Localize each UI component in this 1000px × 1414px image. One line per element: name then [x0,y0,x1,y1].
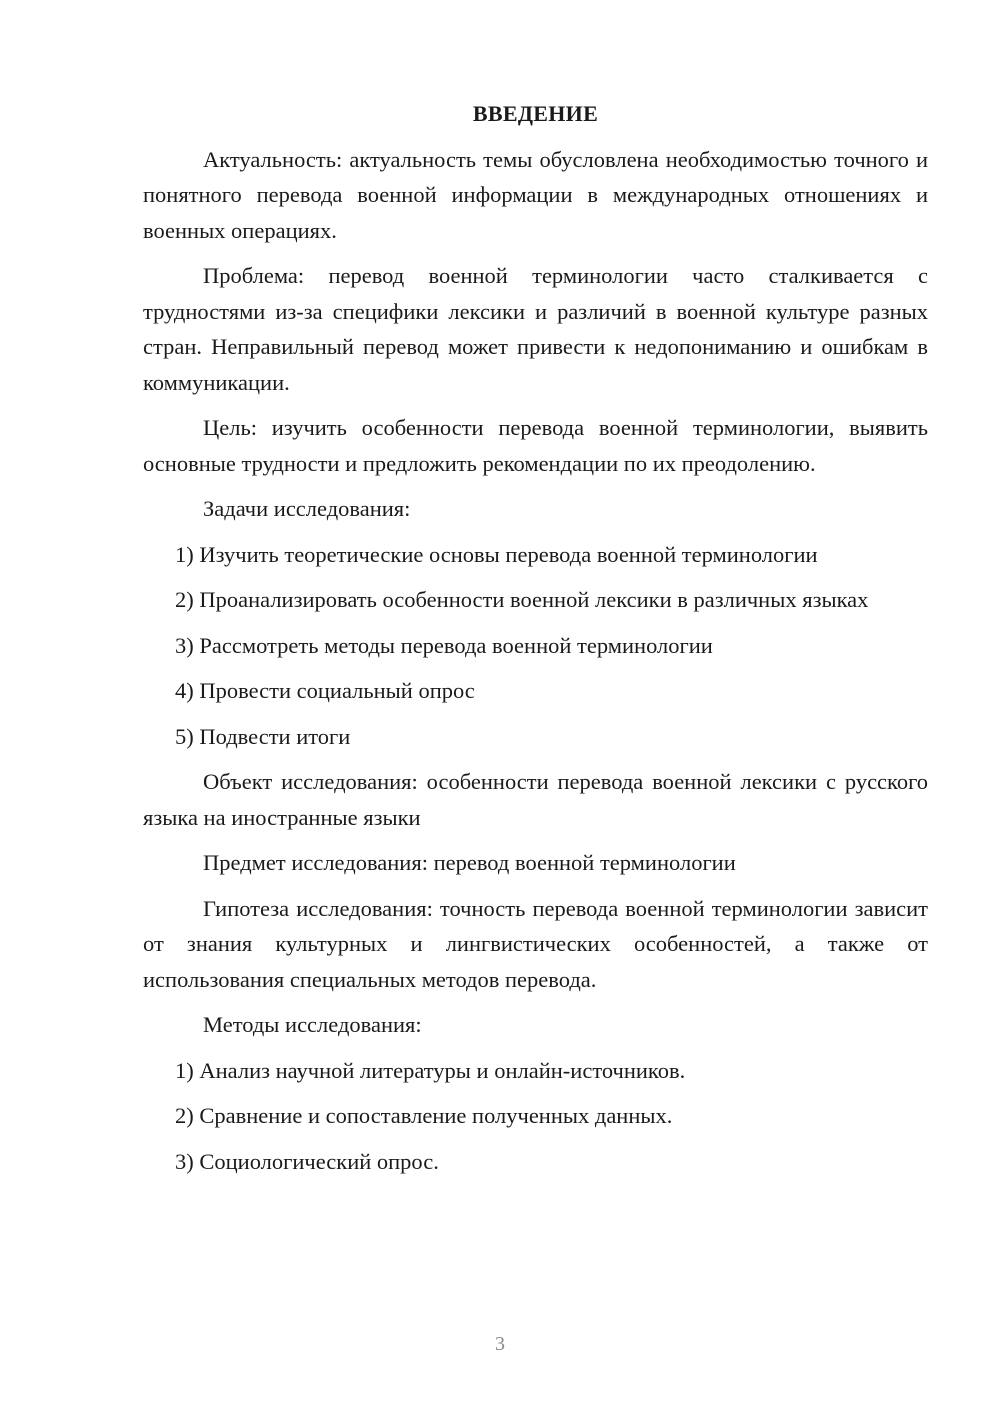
method-item-3: 3) Социологический опрос. [175,1148,439,1174]
hypothesis-paragraph: Гипотеза исследования: точность перевода военной терминологии зависит от знания культурных и лингвистических особенностей, а также от использования специальных методов перевода. [143,895,928,992]
task-item-2: 2) Проанализировать особенности военной лексики в различных языках [175,587,869,612]
section-title: ВВЕДЕНИЕ [472,101,599,126]
goal-paragraph: Цель: изучить особенности перевода военной терминологии, выявить основные трудности и предложить рекомендации по их преодолению. [143,415,928,476]
document-body [143,96,928,1189]
subject-paragraph: Предмет исследования: перевод военной терминологии [203,850,736,875]
methods-heading: Методы исследования: [203,1012,422,1037]
relevance-paragraph: Актуальность: актуальность темы обусловлена необходимостью точного и понятного перевода военной информации в международных отношениях и военных операциях. [143,146,928,243]
task-item-1: 1) Изучить теоретические основы перевода военной терминологии [175,541,818,567]
task-item-4: 4) Провести социальный опрос [175,678,475,703]
task-item-5: 5) Подвести итоги [175,723,351,749]
page-number: 3 [495,1333,505,1355]
method-item-2: 2) Сравнение и сопоставление полученных данных. [175,1103,673,1128]
task-item-3: 3) Рассмотреть методы перевода военной терминологии [175,632,713,658]
tasks-heading: Задачи исследования: [203,496,411,521]
method-item-1: 1) Анализ научной литературы и онлайн-источников. [175,1057,686,1083]
object-paragraph: Объект исследования: особенности перевода военной лексики с русского языка на иностранные языки [143,769,928,830]
problem-paragraph: Проблема: перевод военной терминологии часто сталкивается с трудностями из-за специфики лексики и различий в военной культуре разных стран. Неправильный перевод может привести к недопониманию и ошибкам в коммуникации. [143,263,928,395]
